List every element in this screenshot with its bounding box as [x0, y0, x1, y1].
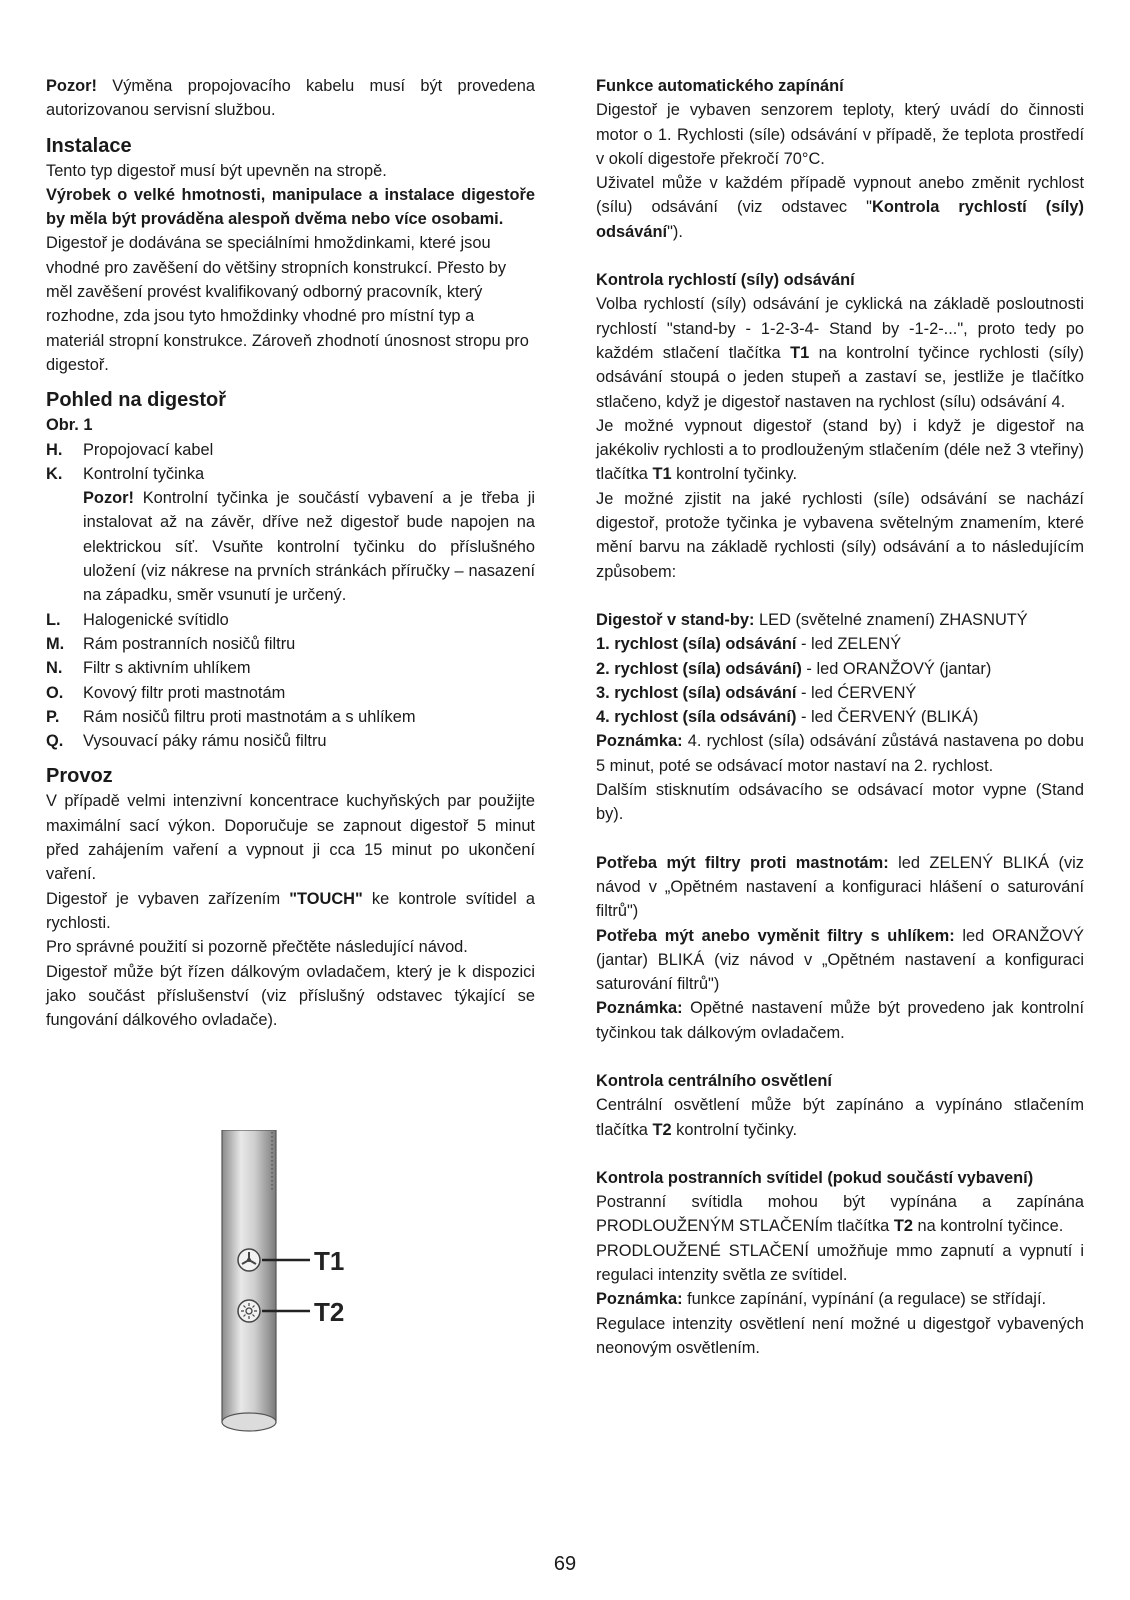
postranni-p3: Poznámka: funkce zapínání, vypínání (a regulace) se střídají. [596, 1290, 1047, 1309]
provoz-p2: Digestoř je vybaven zařízením "TOUCH" ke kontrole svítidel a rychlosti. [46, 889, 536, 932]
postranni-p4: Regulace intenzity osvětlení není možné u digestgoř vybavených neonovým osvětlením. [596, 1314, 1084, 1357]
t1-label: T1 [314, 1246, 345, 1276]
state-line: 1. rychlost (síla) odsávání - led ZELENÝ [596, 635, 902, 654]
right-column [596, 74, 1084, 1360]
list-item: Q. Vysouvací páky rámu nosičů filtru [46, 732, 327, 751]
list-item: K. Kontrolní tyčinka [46, 464, 205, 483]
rychlost-p2: Je možné vypnout digestoř (stand by) i když je digestoř na jakékoliv rychlosti a to prodlouženým stlačením (déle než 3 vteřiny) tlačítka T1 kontrolní tyčinky. [596, 416, 1084, 484]
figure-ref: Obr. 1 [46, 416, 93, 435]
list-item: O. Kovový filtr proti mastnotám [46, 683, 286, 702]
heading-central: Kontrola centrálního osvětlení [596, 1071, 832, 1090]
rychlost-p3: Je možné zjistit na jaké rychlosti (síle) odsávání se nachází digestoř, protože tyčinka je vybavena světelným znamením, které mění barvu na základě rychlosti (síly) odsávání a to následujícím způsobem: [596, 489, 1084, 581]
list-item: N. Filtr s aktivním uhlíkem [46, 659, 251, 678]
state-line: Digestoř v stand-by: LED (světelné znamení) ZHASNUTÝ [596, 610, 1028, 629]
provoz-p3: Pro správné použití si pozorně přečtěte následující návod. [46, 938, 468, 957]
poznamka1-b: Dalším stisknutím odsávacího se odsávací motor vypne (Stand by). [596, 781, 1084, 824]
heading-provoz: Provoz [46, 765, 113, 788]
state-line: 3. rychlost (síla) odsávání - led ĆERVENÝ [596, 683, 917, 702]
fan-button-icon [238, 1249, 260, 1271]
heading-postranni: Kontrola postranních svítidel (pokud součástí vybavení) [596, 1168, 1034, 1187]
list-item: M. Rám postranních nosičů filtru [46, 634, 296, 653]
rychlost-p1: Volba rychlostí (síly) odsávání je cyklická na základě posloutnosti rychlostí "stand-by - 1-2-3-4- Stand by -1-2-...", proto tedy po každém stlačení tlačítka T1 na kontrolní tyčince rychlosti (síly) odsávání stoupá o jeden stupeň a zastaví se, jestliže je tlačítko stlačeno, když je digestoř nastaven na rychlost (sílu) odsávání 4. [596, 295, 1085, 411]
light-button-icon [238, 1300, 260, 1322]
list-item: H. Propojovací kabel [46, 440, 214, 459]
heading-rychlost: Kontrola rychlostí (síly) odsávání [596, 271, 855, 290]
auto-p1: Digestoř je vybaven senzorem teploty, který uvádí do činnosti motor o 1. Rychlosti (síle) odsávání v případě, že teplota prostředí v okolí digestoře překročí 70°C. [596, 101, 1084, 168]
instalace-p2-warning: Výrobek o velké hmotnosti, manipulace a instalace digestoře by měla být prováděna alespoň dvěma nebo více osobami. [46, 185, 535, 229]
state-line: 4. rychlost (síla odsávání) - led ČERVENÝ (BLIKÁ) [596, 708, 979, 727]
postranni-p2: PRODLOUŽENÉ STLAČENÍ umožňuje mmo zapnutí a vypnutí i regulaci intenzity světla ze svítidel. [596, 1241, 1084, 1285]
t2-label: T2 [314, 1297, 345, 1327]
provoz-p4: Digestoř může být řízen dálkovým ovladačem, který je k dispozici jako součást příslušenství (viz příslušný odstavec týkající se fungování dálkového ovladače). [46, 962, 535, 1030]
list-item: L. Halogenické svítidlo [46, 610, 229, 629]
k-note: Pozor! Kontrolní tyčinka je součástí vybavení a je třeba ji instalovat až na závěr, dříve než digestoř bude napojen na elektrickou síť. Vsuňte kontrolní tyčinku do příslušného uložení (viz nákrese na prvních stránkách příručky – nasazení na západku, směr vsunutí je určený. [83, 489, 535, 605]
heading-instalace: Instalace [46, 134, 132, 157]
left-column [46, 74, 535, 1032]
instalace-p3: Digestoř je dodávána se speciálními hmoždinkami, které jsou vhodné pro zavěšení do většiny stropních konstrukcí. Přesto by měl zavěšení provést kvalifikovaný odborný pracovník, který rozhodne, zda jsou tyto hmoždinky vhodné pro místní typ a materiál stropní konstrukce. Zároveň zhodnotí únosnost stropu pro digestoř. [46, 234, 529, 374]
auto-p2: Uživatel může v každém případě vypnout anebo změnit rychlost (sílu) odsávání (viz odstavec "Kontrola rychlostí (síly) odsávání"). [596, 174, 1084, 241]
intro-warning: Pozor! Výměna propojovacího kabelu musí být provedena autorizovanou servisní službou. [46, 77, 535, 120]
poznamka1: Poznámka: 4. rychlost (síla) odsávání zůstává nastavena po dobu 5 minut, poté se odsávací motor nastaví na 2. rychlost. [596, 732, 1084, 775]
filtry-p3: Poznámka: Opětné nastavení může být provedeno jak kontrolní tyčinkou tak dálkovým ovladačem. [596, 999, 1084, 1042]
instalace-p1: Tento typ digestoř musí být upevněn na stropě. [46, 161, 387, 180]
control-rod-figure [220, 1130, 380, 1440]
filtry-p2: Potřeba mýt anebo vyměnit filtry s uhlíkem: led ORANŽOVÝ (jantar) BLIKÁ (viz návod v „Opětném nastavení a konfiguraci saturování filtrů") [596, 926, 1084, 994]
central-p1: Centrální osvětlení může být zapínáno a vypínáno stlačením tlačítka T2 kontrolní tyčinky. [596, 1096, 1084, 1139]
control-rod-illustration [220, 1130, 380, 1440]
filtry-p1: Potřeba mýt filtry proti mastnotám: led ZELENÝ BLIKÁ (viz návod v „Opětném nastavení a konfiguraci hlášení o saturování filtrů") [596, 853, 1084, 921]
provoz-p1: V případě velmi intenzivní koncentrace kuchyňských par použijte maximální sací výkon. Doporučuje se zapnout digestoř 5 minut před zahájením vaření a vypnout ji cca 15 minut po ukončení vaření. [46, 792, 535, 884]
postranni-p1: Postranní svítidla mohou být vypínána a zapínána PRODLOUŽENÝM STLAČENÍm tlačítka T2 na kontrolní tyčince. [596, 1193, 1084, 1236]
heading-auto: Funkce automatického zapínání [596, 77, 844, 95]
page-number: 69 [553, 1553, 577, 1575]
state-line: 2. rychlost (síla) odsávání) - led ORANŽOVÝ (jantar) [596, 659, 992, 678]
heading-pohled: Pohled na digestoř [46, 389, 227, 412]
list-item: P. Rám nosičů filtru proti mastnotám a s uhlíkem [46, 707, 416, 726]
